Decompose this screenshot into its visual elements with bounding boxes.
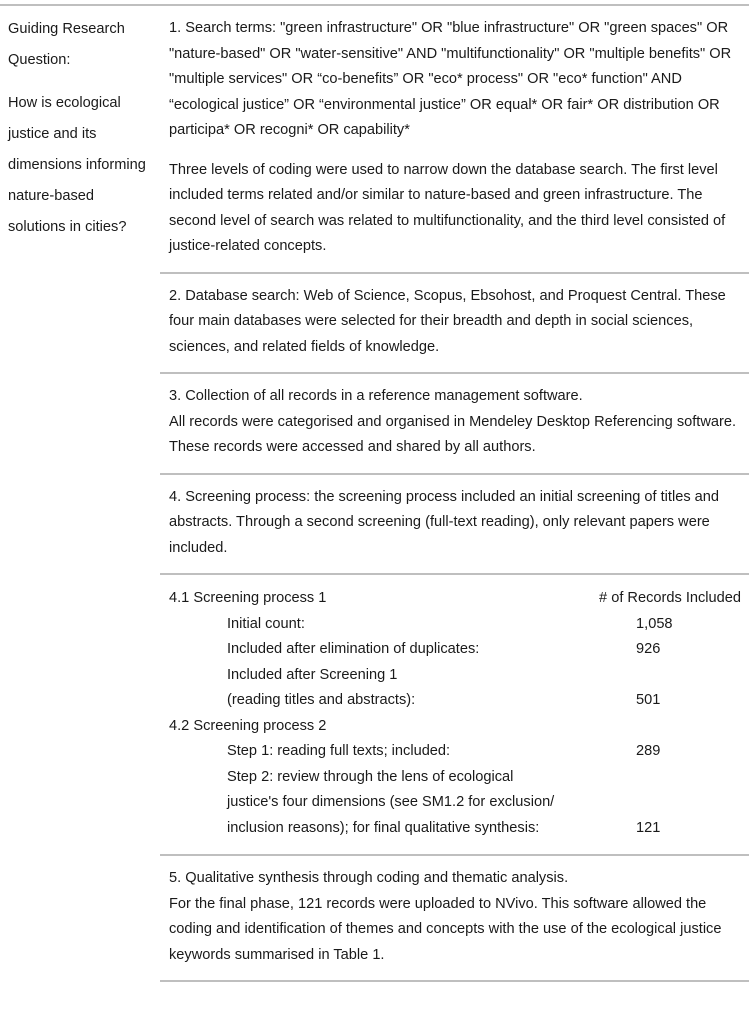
row-label: Included after Screening 1 xyxy=(227,666,398,683)
qualitative-synthesis-heading: 5. Qualitative synthesis through coding and thematic analysis. xyxy=(169,870,569,886)
two-column-layout xyxy=(0,6,749,982)
protocol-steps-column xyxy=(160,6,749,982)
guiding-question-heading-line2: Question: xyxy=(8,52,71,68)
row-label: inclusion reasons); for final qualitative synthesis: xyxy=(227,819,540,836)
database-search-paragraph: 2. Database search: Web of Science, Scopus, Ebsohost, and Proquest Central. These four main databases were selected for their breadth and depth in social sciences, sciences, and related fields of knowledge. xyxy=(169,287,726,355)
row-value: 926 xyxy=(636,641,661,657)
guiding-question-heading xyxy=(8,14,148,76)
records-included-column-header: # of Records Included xyxy=(599,590,741,606)
qualitative-synthesis-detail: For the final phase, 121 records were uploaded to NVivo. This software allowed the coding and identification of themes and concepts with the use of the ecological justice keywords summarised in Table 1. xyxy=(169,895,722,963)
row-label: (reading titles and abstracts): xyxy=(227,692,416,708)
coding-levels-paragraph: Three levels of coding were used to narrow down the database search. The first level included terms related and/or similar to nature-based and green infrastructure. The second level of search was related to multifunctionality, and the third level consisted of justice-related concepts. xyxy=(169,161,726,254)
row-label: Step 2: review through the lens of ecological xyxy=(227,768,514,785)
table-row xyxy=(169,663,741,689)
guiding-question-heading-line1: Guiding Research xyxy=(8,21,125,37)
table-row xyxy=(169,688,741,714)
guiding-question-cell xyxy=(0,6,160,257)
section-search-terms xyxy=(160,6,749,274)
row-value: 501 xyxy=(636,692,661,708)
screening-process-paragraph: 4. Screening process: the screening process included an initial screening of titles and abstracts. Through a second screening (full-text reading), only relevant papers were included. xyxy=(169,488,720,556)
table-row xyxy=(169,612,741,638)
section-record-collection xyxy=(160,374,749,475)
screening-counts-table xyxy=(169,586,741,841)
table-row xyxy=(169,637,741,663)
row-value: 1,058 xyxy=(636,615,673,632)
record-collection-heading: 3. Collection of all records in a reference management software. xyxy=(169,388,583,404)
row-label: Included after elimination of duplicates: xyxy=(227,641,480,657)
row-label: justice's four dimensions (see SM1.2 for exclusion/ xyxy=(227,794,555,810)
record-collection-detail: All records were categorised and organised in Mendeley Desktop Referencing software. These records were accessed and shared by all authors. xyxy=(169,413,737,455)
screening-counts-body xyxy=(169,586,741,841)
table-row xyxy=(169,816,741,842)
row-value xyxy=(580,765,741,791)
row-value xyxy=(580,663,741,689)
row-value xyxy=(580,790,741,816)
section-qualitative-synthesis xyxy=(160,856,749,982)
table-row xyxy=(169,765,741,791)
table-row-subheader xyxy=(169,714,741,740)
table-row-header xyxy=(169,586,741,612)
row-label: Step 1: reading full texts; included: xyxy=(227,743,451,759)
table-row xyxy=(169,739,741,765)
search-terms-paragraph: 1. Search terms: "green infrastructure" OR "blue infrastructure" OR "green spaces" OR "nature-based" OR "water-sensitive" AND "multifunctionality" OR "multiple benefits" OR "multiple services" OR “co-benefits” OR "eco* process" OR "eco* function" AND “ecological justice” OR “environmental justice” OR equal* OR fair* OR distribution OR participa* OR recogni* OR capability* xyxy=(169,20,732,138)
row-value: 121 xyxy=(636,819,661,836)
row-value: 289 xyxy=(636,743,661,759)
section-screening-counts xyxy=(160,575,749,856)
section-database-search xyxy=(160,274,749,375)
guiding-question-text: How is ecological justice and its dimensions informing nature-based solutions in cities? xyxy=(8,95,146,235)
row-label: Initial count: xyxy=(227,615,305,632)
table-row xyxy=(169,790,741,816)
subsection-2-title: 4.2 Screening process 2 xyxy=(169,717,327,734)
section-screening-process xyxy=(160,475,749,576)
subsection-1-title: 4.1 Screening process 1 xyxy=(169,590,327,606)
subsection-2-value xyxy=(580,714,741,740)
